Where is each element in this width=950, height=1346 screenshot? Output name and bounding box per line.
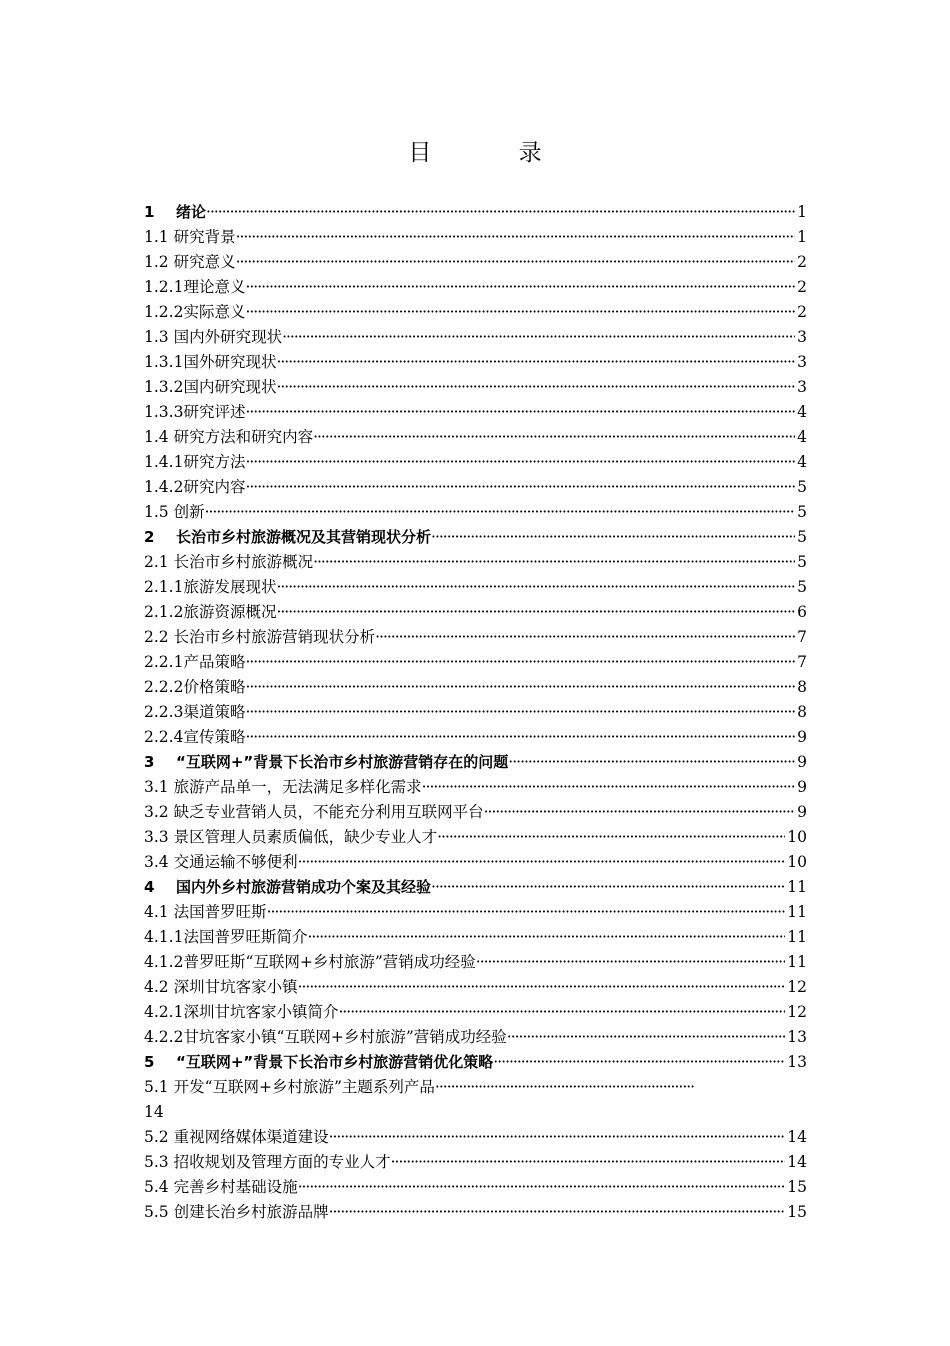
toc-entry[interactable] [144,400,807,425]
toc-entry-label: 1.4.1研究方法 [144,453,246,471]
toc-leader-dots [298,975,786,1000]
toc-leader-dots [431,525,795,550]
toc-page-number: 4 [797,428,807,446]
toc-entry-label: 3.4 交通运输不够便利 [144,853,298,871]
toc-page-number: 5 [797,528,807,546]
toc-leader-dots [329,1125,786,1150]
toc-entry-label: 5 “互联网+”背景下长治市乡村旅游营销优化策略 [144,1053,494,1071]
toc-page-number: 9 [797,803,807,821]
toc-leader-dots [507,1025,785,1050]
toc-entry[interactable] [144,550,807,575]
toc-page-number: 13 [787,1053,807,1071]
toc-leader-dots [375,625,795,650]
toc-entry[interactable] [144,650,807,675]
toc-entry[interactable] [144,1150,807,1175]
toc-entry[interactable] [144,1075,807,1100]
toc-entry[interactable] [144,950,807,975]
toc-entry[interactable] [144,475,807,500]
toc-entry-label: 3.3 景区管理人员素质偏低，缺少专业人才 [144,828,438,846]
toc-entry-label: 1.5 创新 [144,503,205,521]
toc-entry-label: 1.2.2实际意义 [144,303,246,321]
toc-leader-dots [298,850,786,875]
toc-leader-dots [476,950,785,975]
toc-page-number: 5 [797,553,807,571]
toc-entry-label: 1.3.3研究评述 [144,403,246,421]
toc-entry[interactable] [144,775,807,800]
toc-entry[interactable] [144,1125,807,1150]
page-title: 目 录 [408,140,582,166]
toc-entry-label: 4.1.1法国普罗旺斯简介 [144,928,308,946]
toc-page-number: 15 [787,1178,807,1196]
toc-entry-label: 2.1.1旅游发展现状 [144,578,277,596]
toc-entry[interactable] [144,1000,807,1025]
toc-leader-dots [276,575,795,600]
toc-leader-dots [206,200,795,225]
toc-page-number: 10 [787,828,807,846]
toc-entry-label: 2.2.2价格策略 [144,678,246,696]
toc-page-number: 5 [797,578,807,596]
toc-entry-label: 2.2.1产品策略 [144,653,246,671]
toc-entry[interactable] [144,600,807,625]
toc-entry[interactable] [144,250,807,275]
toc-entry-label: 2.1 长治市乡村旅游概况 [144,553,314,571]
toc-page-number: 4 [797,403,807,421]
toc-leader-dots [282,325,795,350]
toc-chapter-entry[interactable] [144,200,807,225]
toc-entry[interactable] [144,675,807,700]
toc-entry[interactable] [144,850,807,875]
toc-entry[interactable] [144,975,807,1000]
toc-entry-label: 5.4 完善乡村基础设施 [144,1178,298,1196]
toc-entry-label: 1.4 研究方法和研究内容 [144,428,314,446]
toc-entry-label: 2.2 长治市乡村旅游营销现状分析 [144,628,376,646]
toc-page-number: 7 [797,653,807,671]
toc-chapter-entry[interactable] [144,525,807,550]
toc-page-number: 3 [797,353,807,371]
toc-entry[interactable] [144,925,807,950]
toc-entry-label: 1 绪论 [144,203,207,221]
toc-leader-dots [267,900,786,925]
toc-leader-dots [245,700,795,725]
toc-entry[interactable] [144,425,807,450]
toc-entry-label: 1.1 研究背景 [144,228,236,246]
toc-page-number: 1 [797,228,807,246]
toc-entry-label: 2.2.4宣传策略 [144,728,246,746]
toc-page-number: 9 [797,728,807,746]
toc-leader-dots [484,800,796,825]
toc-page-number: 2 [797,278,807,296]
toc-entry-label: 5.3 招收规划及管理方面的专业人才 [144,1153,391,1171]
toc-entry[interactable] [144,700,807,725]
toc-entry-label: 2.2.3渠道策略 [144,703,246,721]
toc-page-number: 9 [797,753,807,771]
toc-entry[interactable] [144,900,807,925]
toc-entry-label: 4.2 深圳甘坑客家小镇 [144,978,298,996]
toc-entry-label: 1.3.1国外研究现状 [144,353,277,371]
toc-page-number: 14 [787,1153,807,1171]
toc-entry-label: 4 国内外乡村旅游营销成功个案及其经验 [144,878,432,896]
toc-leader-dots [245,400,795,425]
toc-entry-label: 1.3 国内外研究现状 [144,328,283,346]
toc-entry-label: 3.1 旅游产品单一，无法满足多样化需求 [144,778,422,796]
toc-page-number: 4 [797,453,807,471]
toc-leader-dots [338,1000,785,1025]
toc-entry[interactable] [144,350,807,375]
toc-entry[interactable] [144,275,807,300]
toc-leader-dots [298,1175,786,1200]
toc-leader-dots [245,725,795,750]
toc-entry[interactable] [144,500,807,525]
toc-entry[interactable] [144,625,807,650]
toc-page-number: 3 [797,378,807,396]
toc-page-number: 3 [797,328,807,346]
toc-entry[interactable] [144,325,807,350]
toc-page-number: 14 [144,1103,164,1121]
toc-leader-dots [245,275,795,300]
toc-leader-dots [245,675,795,700]
toc-chapter-entry[interactable] [144,1050,807,1075]
toc-entry[interactable] [144,825,807,850]
toc-page-number: 6 [797,603,807,621]
toc-entry-label: 1.4.2研究内容 [144,478,246,496]
toc-leader-dots [245,450,795,475]
toc-leader-dots [245,650,795,675]
toc-page-number: 10 [787,853,807,871]
toc-chapter-entry[interactable] [144,875,807,900]
toc-leader-dots [276,600,795,625]
toc-leader-dots [236,225,796,250]
toc-page-number: 8 [797,703,807,721]
toc-leader-dots [437,825,785,850]
toc-page-number: 11 [787,953,807,971]
toc-page-number: 12 [787,1003,807,1021]
toc-entry-label: 4.2.1深圳甘坑客家小镇简介 [144,1003,339,1021]
toc-entry-label: 5.5 创建长治乡村旅游品牌 [144,1203,329,1221]
toc-page-number: 15 [787,1203,807,1221]
toc-leader-dots [313,550,795,575]
toc-page-number: 11 [787,928,807,946]
toc-page-number: 13 [787,1028,807,1046]
toc-entry-label: 1.3.2国内研究现状 [144,378,277,396]
toc-entry-label: 4.1 法国普罗旺斯 [144,903,267,921]
toc-entry[interactable] [144,375,807,400]
toc-entry-label: 2 长治市乡村旅游概况及其营销现状分析 [144,528,432,546]
toc-leader-dots [245,300,795,325]
toc-entry[interactable] [144,1200,807,1225]
toc-leader-dots [245,475,795,500]
toc-page-number: 5 [797,478,807,496]
toc-leader-dots [236,250,796,275]
toc-page-number: 9 [797,778,807,796]
toc-page-number: 2 [797,253,807,271]
toc-leader-dots [508,750,795,775]
toc-entry-label: 4.2.2甘坑客家小镇“互联网+乡村旅游”营销成功经验 [144,1028,507,1046]
toc-entry-page-wrapped [144,1100,807,1125]
toc-leader-dots [431,875,785,900]
toc-page-number: 11 [787,878,807,896]
toc-entry-label: 2.1.2旅游资源概况 [144,603,277,621]
toc-entry[interactable] [144,1175,807,1200]
toc-entry[interactable] [144,725,807,750]
toc-leader-dots [329,1200,786,1225]
toc-entry[interactable] [144,225,807,250]
toc-page-number: 11 [787,903,807,921]
toc-entry-label: 1.2 研究意义 [144,253,236,271]
toc-leader-dots [313,425,795,450]
toc-chapter-entry[interactable] [144,750,807,775]
toc-entry[interactable] [144,800,807,825]
toc-leader-dots [307,925,785,950]
toc-page-number: 8 [797,678,807,696]
toc-entry-label: 1.2.1理论意义 [144,278,246,296]
toc-entry-label: 3 “互联网+”背景下长治市乡村旅游营销存在的问题 [144,753,509,771]
toc-entry-label: 5.2 重视网络媒体渠道建设 [144,1128,329,1146]
toc-page-number: 14 [787,1128,807,1146]
toc-leader-dots [205,500,796,525]
toc-leader-dots [276,350,795,375]
toc-entry[interactable] [144,1025,807,1050]
toc-page-number: 12 [787,978,807,996]
toc-entry[interactable] [144,575,807,600]
toc-page-number: 2 [797,303,807,321]
toc-leader-dots [422,775,796,800]
toc-page-number: 7 [797,628,807,646]
toc-page-number: 1 [797,203,807,221]
toc-entry[interactable] [144,300,807,325]
table-of-contents [144,200,807,1225]
toc-leader-dots [435,1075,807,1100]
toc-entry-label: 3.2 缺乏专业营销人员，不能充分利用互联网平台 [144,803,484,821]
toc-page-number: 5 [797,503,807,521]
toc-leader-dots [391,1150,786,1175]
toc-entry[interactable] [144,450,807,475]
toc-entry-label: 4.1.2普罗旺斯“互联网+乡村旅游”营销成功经验 [144,953,476,971]
toc-leader-dots [493,1050,785,1075]
toc-entry-label: 5.1 开发“互联网+乡村旅游”主题系列产品 [144,1078,435,1096]
toc-leader-dots [276,375,795,400]
